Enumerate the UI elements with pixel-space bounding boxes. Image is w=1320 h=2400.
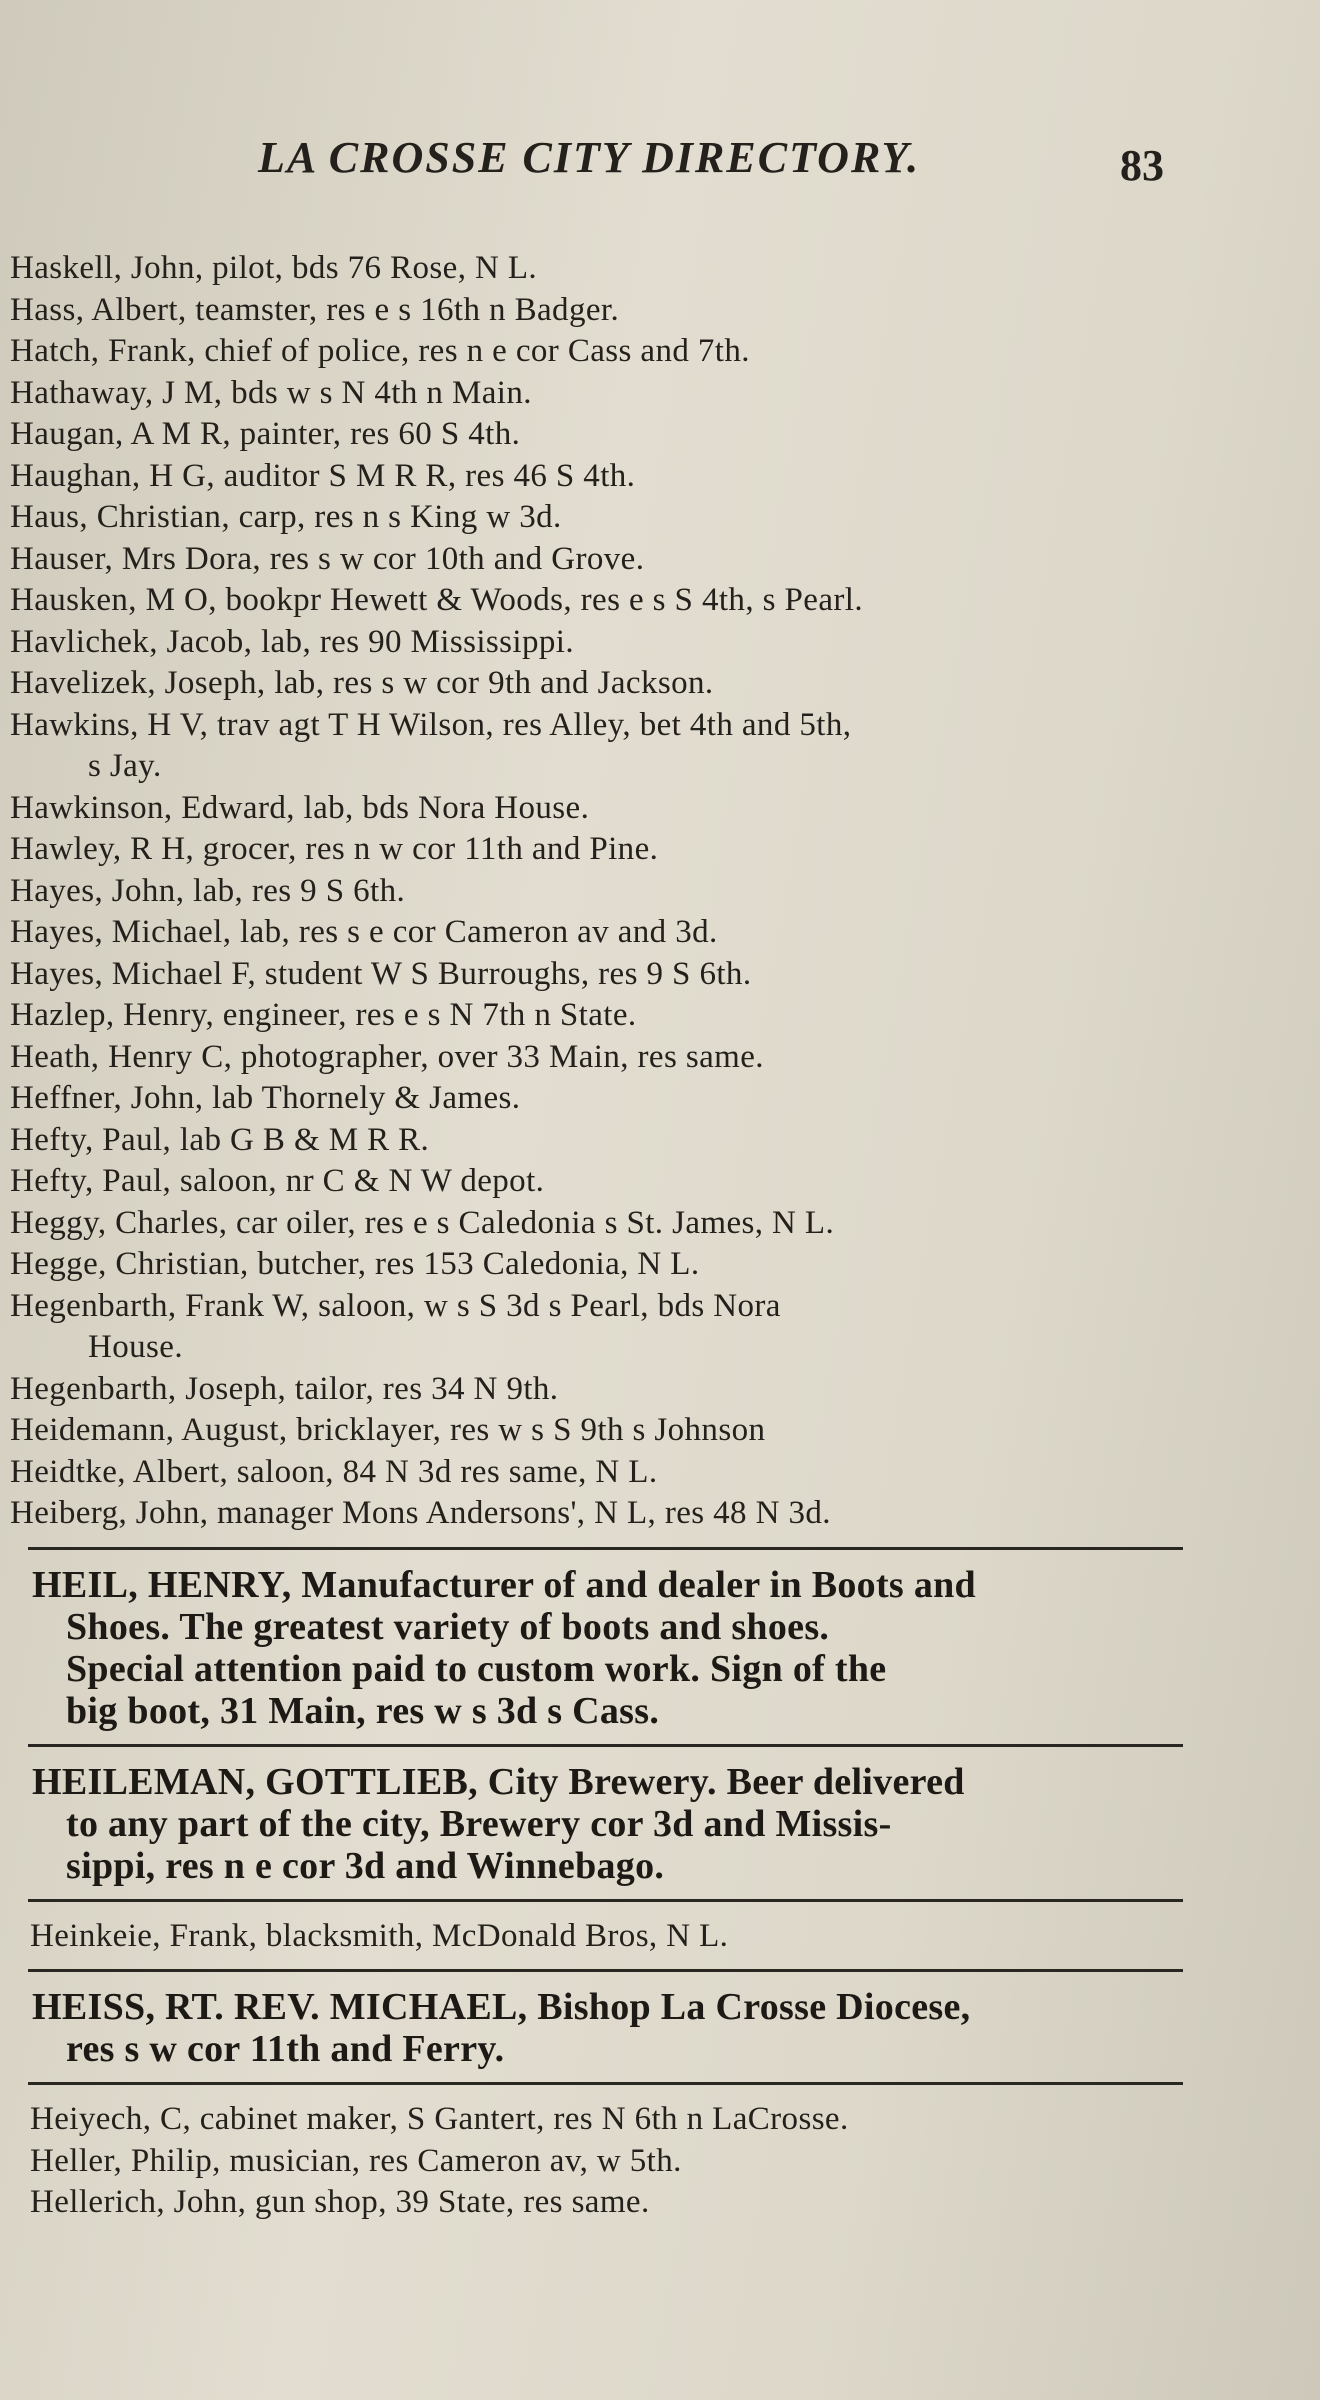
entry-line: Hathaway, J M, bds w s N 4th n Main. <box>10 374 532 411</box>
entry-line: Havelizek, Joseph, lab, res s w cor 9th and Jackson. <box>10 665 714 701</box>
entry-line: Hauser, Mrs Dora, res s w cor 10th and Grove. <box>10 540 645 577</box>
directory-entry <box>10 788 1185 830</box>
entry-line: Hegenbarth, Joseph, tailor, res 34 N 9th. <box>10 1370 559 1407</box>
directory-entry <box>10 1452 1185 1494</box>
directory-entry <box>10 248 1185 290</box>
ad-heil-henry <box>32 1564 1185 1732</box>
entry-line: Hatch, Frank, chief of police, res n e cor Cass and 7th. <box>10 333 750 369</box>
entry-line: Hayes, Michael, lab, res s e cor Cameron av and 3d. <box>10 914 718 950</box>
entry-line: Haus, Christian, carp, res n s King w 3d. <box>10 499 562 535</box>
entry-line: Hayes, Michael F, student W S Burroughs, res 9 S 6th. <box>10 955 752 992</box>
entry-line: Hegenbarth, Frank W, saloon, w s S 3d s Pearl, bds Nora <box>10 1287 781 1324</box>
directory-entry <box>30 2141 1185 2183</box>
entry-line: Hefty, Paul, saloon, nr C & N W depot. <box>10 1163 545 1199</box>
ad-heiss-michael <box>32 1986 1185 2070</box>
directory-entry <box>10 1037 1185 1079</box>
entry-line: Heidtke, Albert, saloon, 84 N 3d res same, N L. <box>10 1453 658 1490</box>
entry-line: Hellerich, John, gun shop, 39 State, res same. <box>30 2184 650 2220</box>
directory-entry <box>10 829 1185 871</box>
ad-line: sippi, res n e cor 3d and Winnebago. <box>66 1844 665 1887</box>
directory-entry <box>10 290 1185 332</box>
ad-line: Special attention paid to custom work. Sign of the <box>66 1647 887 1690</box>
directory-entry <box>10 1286 1185 1369</box>
directory-entry <box>30 2099 1185 2141</box>
directory-entry <box>10 497 1185 539</box>
entry-line: Hazlep, Henry, engineer, res e s N 7th n State. <box>10 997 637 1033</box>
directory-entry <box>10 456 1185 498</box>
directory-entry <box>10 1244 1185 1286</box>
directory-entry <box>10 705 1185 788</box>
ad-line: big boot, 31 Main, res w s 3d s Cass. <box>66 1689 660 1732</box>
entry-line: Hegge, Christian, butcher, res 153 Caledonia, N L. <box>10 1246 700 1282</box>
ad-line: HEISS, RT. REV. MICHAEL, Bishop La Crosse Diocese, <box>32 1986 971 2028</box>
directory-entry <box>10 1203 1185 1245</box>
entry-line: Heller, Philip, musician, res Cameron av, w 5th. <box>30 2142 682 2179</box>
divider-rule <box>28 1547 1183 1550</box>
directory-entry <box>10 331 1185 373</box>
page-number: 83 <box>1120 141 1164 190</box>
directory-entry <box>10 954 1185 996</box>
directory-entry <box>10 1410 1185 1452</box>
entry-line: Heggy, Charles, car oiler, res e s Caledonia s St. James, N L. <box>10 1204 835 1241</box>
entry-line: Heiyech, C, cabinet maker, S Gantert, res N 6th n LaCrosse. <box>30 2101 849 2137</box>
directory-entry <box>10 373 1185 415</box>
divider-rule <box>28 1899 1183 1902</box>
ad-heileman-gottlieb <box>32 1761 1185 1887</box>
directory-entry <box>10 622 1185 664</box>
directory-entry <box>10 414 1185 456</box>
entry-continuation-line: s Jay. <box>88 748 162 784</box>
directory-body <box>10 248 1185 2224</box>
directory-entry <box>10 995 1185 1037</box>
page-header <box>0 128 1320 188</box>
directory-entry <box>10 663 1185 705</box>
entry-line: Haskell, John, pilot, bds 76 Rose, N L. <box>10 250 538 286</box>
entry-line: Havlichek, Jacob, lab, res 90 Mississippi. <box>10 623 574 660</box>
directory-entry <box>10 1161 1185 1203</box>
ad-line: HEILEMAN, GOTTLIEB, City Brewery. Beer delivered <box>32 1760 965 1803</box>
directory-entry <box>10 912 1185 954</box>
entry-line: Hayes, John, lab, res 9 S 6th. <box>10 872 406 909</box>
directory-entry-heinkeie: Heinkeie, Frank, blacksmith, McDonald Bros, N L. <box>30 1917 729 1954</box>
divider-rule <box>28 1969 1183 1972</box>
entry-line: Heath, Henry C, photographer, over 33 Main, res same. <box>10 1038 764 1075</box>
divider-rule <box>28 1744 1183 1747</box>
ad-line: Shoes. The greatest variety of boots and shoes. <box>66 1605 830 1648</box>
entry-line: Heidemann, August, bricklayer, res w s S 9th s Johnson <box>10 1412 766 1448</box>
entry-line: Hefty, Paul, lab G B & M R R. <box>10 1121 430 1158</box>
entry-line: Hawkinson, Edward, lab, bds Nora House. <box>10 789 590 826</box>
ad-line: to any part of the city, Brewery cor 3d and Missis- <box>66 1802 892 1845</box>
entry-line: Hausken, M O, bookpr Hewett & Woods, res e s S 4th, s Pearl. <box>10 582 863 618</box>
entries-list-b <box>30 2099 1185 2224</box>
directory-entry <box>10 871 1185 913</box>
directory-entry <box>30 2182 1185 2224</box>
running-title: LA CROSSE CITY DIRECTORY. <box>258 133 921 182</box>
divider-rule <box>28 2082 1183 2085</box>
directory-entry <box>10 1120 1185 1162</box>
entry-line: Hawkins, H V, trav agt T H Wilson, res Alley, bet 4th and 5th, <box>10 706 852 743</box>
entries-list-a <box>10 248 1185 1535</box>
ad-line: res s w cor 11th and Ferry. <box>66 2028 505 2070</box>
directory-entry <box>10 1369 1185 1411</box>
ad-line: HEIL, HENRY, Manufacturer of and dealer in Boots and <box>32 1563 976 1606</box>
entry-line: Heffner, John, lab Thornely & James. <box>10 1080 521 1116</box>
entry-line: Hass, Albert, teamster, res e s 16th n Badger. <box>10 291 620 328</box>
directory-entry <box>10 1493 1185 1535</box>
entry-line: Haughan, H G, auditor S M R R, res 46 S 4th. <box>10 457 636 494</box>
directory-entry <box>10 539 1185 581</box>
directory-entry <box>10 580 1185 622</box>
entry-line: Heiberg, John, manager Mons Andersons', N L, res 48 N 3d. <box>10 1495 831 1531</box>
entry-line: Haugan, A M R, painter, res 60 S 4th. <box>10 416 521 452</box>
directory-entry <box>10 1078 1185 1120</box>
entry-line: Hawley, R H, grocer, res n w cor 11th and Pine. <box>10 831 659 867</box>
entry-continuation-line: House. <box>88 1329 183 1365</box>
